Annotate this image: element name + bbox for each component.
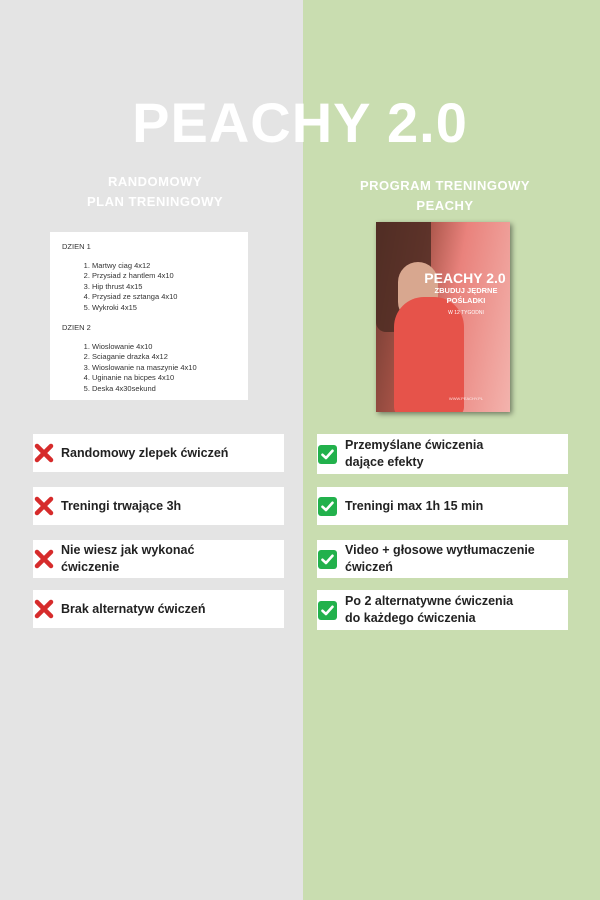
con-item-1 bbox=[33, 434, 284, 472]
right-column-heading bbox=[345, 176, 545, 216]
list-item: 5. Deska 4x30sekund bbox=[92, 384, 236, 395]
cover-subtitle bbox=[426, 286, 506, 306]
pro-item-label-line-1: Przemyślane ćwiczenia bbox=[345, 438, 484, 452]
con-item-2 bbox=[33, 487, 284, 525]
pro-item-label bbox=[345, 542, 535, 576]
random-plan-document bbox=[50, 232, 248, 400]
right-heading-line-1: PROGRAM TRENINGOWY bbox=[359, 178, 531, 193]
list-item: 1. Martwy ciag 4x12 bbox=[92, 261, 236, 272]
green-check-icon bbox=[318, 550, 337, 569]
left-heading-line-1: RANDOMOWY bbox=[107, 174, 203, 189]
red-x-icon bbox=[34, 496, 54, 516]
con-item-label bbox=[61, 542, 194, 576]
green-check-icon bbox=[318, 497, 337, 516]
red-x-icon bbox=[34, 599, 54, 619]
cover-subtitle-line-1: ZBUDUJ JĘDRNE bbox=[434, 286, 498, 295]
pro-item-4 bbox=[317, 590, 568, 630]
main-title: PEACHY 2.0 bbox=[132, 91, 468, 154]
list-item: 2. Przysiad z hantlem 4x10 bbox=[92, 271, 236, 282]
pro-item-1 bbox=[317, 434, 568, 474]
pro-item-label: Treningi max 1h 15 min bbox=[345, 498, 484, 513]
pro-item-label bbox=[345, 437, 483, 471]
con-item-label-line-1: Nie wiesz jak wykonać bbox=[61, 543, 195, 557]
day1-list bbox=[62, 261, 236, 314]
day2-list bbox=[62, 342, 236, 395]
red-x-icon bbox=[34, 549, 54, 569]
green-check-icon bbox=[318, 445, 337, 464]
pro-item-label bbox=[345, 593, 513, 627]
list-item: 5. Wykroki 4x15 bbox=[92, 303, 236, 314]
pro-item-label-line-2: do każdego ćwiczenia bbox=[345, 611, 476, 625]
peachy-program-cover bbox=[376, 222, 510, 412]
list-item: 4. Uginanie na bicpes 4x10 bbox=[92, 373, 236, 384]
con-item-label: Brak alternatyw ćwiczeń bbox=[61, 601, 206, 616]
con-item-4 bbox=[33, 590, 284, 628]
green-check-icon bbox=[318, 601, 337, 620]
list-item: 2. Sciaganie drazka 4x12 bbox=[92, 352, 236, 363]
list-item: 4. Przysiad ze sztanga 4x10 bbox=[92, 292, 236, 303]
pro-item-label-line-1: Video + głosowe wytłumaczenie bbox=[345, 543, 535, 557]
day2-label: DZIEN 2 bbox=[62, 323, 91, 332]
pro-item-label-line-2: dające efekty bbox=[345, 455, 424, 469]
list-item: 3. Wioslowanie na maszynie 4x10 bbox=[92, 363, 236, 374]
pro-item-label-line-2: ćwiczeń bbox=[345, 560, 393, 574]
list-item: 3. Hip thrust 4x15 bbox=[92, 282, 236, 293]
left-heading-line-2: PLAN TRENINGOWY bbox=[86, 194, 224, 209]
pro-item-2 bbox=[317, 487, 568, 525]
cover-subtitle-line-2: POŚLADKI bbox=[446, 296, 486, 305]
con-item-3 bbox=[33, 540, 284, 578]
day1-label: DZIEN 1 bbox=[62, 242, 91, 251]
pro-item-3 bbox=[317, 540, 568, 578]
right-heading-line-2: PEACHY bbox=[416, 198, 474, 213]
con-item-label: Randomowy zlepek ćwiczeń bbox=[61, 445, 229, 460]
cover-footer: WWW.PEACHY.PL bbox=[448, 396, 484, 401]
con-item-label: Treningi trwające 3h bbox=[61, 498, 182, 513]
cover-title: PEACHY 2.0 bbox=[424, 270, 506, 286]
left-column-heading bbox=[55, 172, 255, 212]
pro-item-label-line-1: Po 2 alternatywne ćwiczenia bbox=[345, 594, 514, 608]
list-item: 1. Wioslowanie 4x10 bbox=[92, 342, 236, 353]
cover-duration: W 12 TYGODNI bbox=[448, 310, 484, 316]
red-x-icon bbox=[34, 443, 54, 463]
con-item-label-line-2: ćwiczenie bbox=[61, 560, 120, 574]
